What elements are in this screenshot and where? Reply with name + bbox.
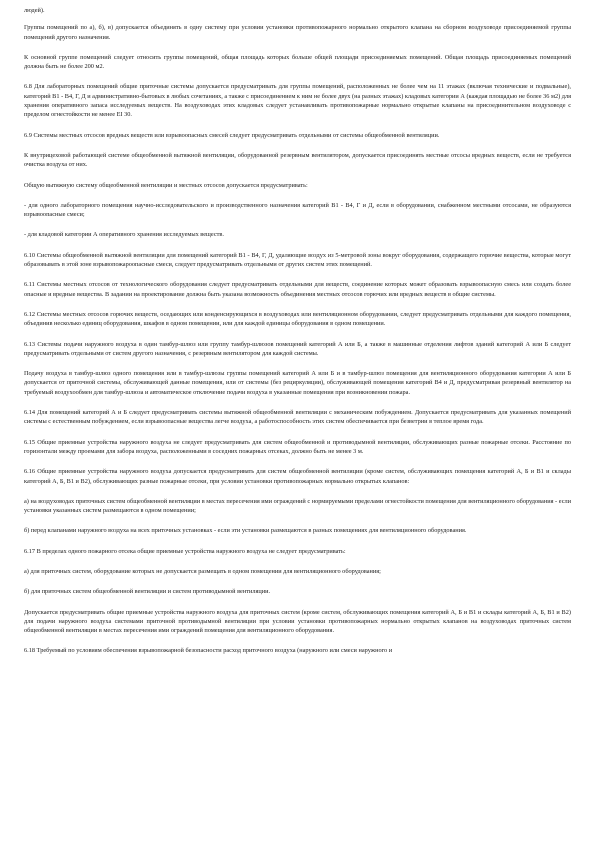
paragraph-6-9-common-exhaust: Общую вытяжную систему общеобменной вентиляции и местных отсосов допускается предусматривать: [24, 181, 308, 189]
paragraph-continuation: людей). [24, 7, 45, 14]
paragraph-main-group: К основной группе помещений следует относить группы помещений, общая площадь которых больше общей площади присоединяемых помещений. Общая площадь присоединяемых помещений должна быть не более 200 м2. [24, 53, 571, 71]
list-item-storeroom-a: - для кладовой категории А оперативного хранения исследуемых веществ. [24, 231, 224, 239]
paragraph-6-11: 6.11 Системы местных отсосов от технологического оборудования следует предусматривать отдельными для веществ, соединение которых может образовать взрывоопасную смесь или создать более опасные и вредные вещества. В задании на проектирование должна быть указана возможность объединения местных отсосов горючих или вредных веществ в общие системы. [24, 281, 571, 298]
paragraph-6-9-intrashop: К внутрицеховой работающей системе общеобменной вытяжной вентиляции, оборудованной резервным вентилятором, допускается присоединять местные отсосы вредных веществ, если не требуется очистка воздуха от них. [24, 151, 571, 169]
paragraph-6-13: 6.13 Системы подачи наружного воздуха в один тамбур-шлюз или группу тамбур-шлюзов помещений категорий А или Б, а также в машинные отделения лифтов зданий категорий А или Б следует предусматривать отдельными от систем другого назначения, с резервным вентилятором для каждой системы. [24, 340, 571, 357]
paragraph-6-13-airlock: Подачу воздуха в тамбур-шлюз одного помещения или в тамбур-шлюзы группы помещений категорий А или Б и в тамбур-шлюз помещения для вентиляционного оборудования категории А или Б допускается от приточной системы, обслуживающей данные помещения, или от системы (без рециркуляции), обслуживающей помещения категорий В4 и Д, предусматривая резервный вентилятор на требуемый воздухообмен для тамбур-шлюза и автоматическое отключение подачи воздуха в указанные помещения при возникновении пожара. [24, 370, 571, 396]
list-item-lab-room: - для одного лабораторного помещения научно-исследовательского и производственного назначения категорий В1 - В4, Г и Д, если в оборудовании, снабженном местными отсосами, не образуются взрывоопасные смеси; [24, 201, 571, 219]
paragraph-6-9: 6.9 Системы местных отсосов вредных веществ или взрывоопасных смесей следует предусматривать отдельными от системы общеобменной вентиляции. [24, 131, 440, 139]
list-item-6-17-b: б) для приточных систем общеобменной вентиляции и систем противодымной вентиляции. [24, 588, 271, 596]
list-item-6-16-a: а) на воздуховодах приточных систем общеобменной вентиляции в местах пересечения ими ограждений с нормируемыми пределами огнестойкости помещения для вентиляционного оборудования - если установки указанных систем размещаются в одном помещении; [24, 497, 571, 515]
paragraph-6-14: 6.14 Для помещений категорий А и Б следует предусматривать системы вытяжной общеобменной вентиляции с механическим побуждением. Допускается предусматривать для указанных помещений системы с естественным побуждением, если взрывоопасные вещества легче воздуха, а работоспособность этих систем обеспечивается при безветрии в теплое время года. [24, 409, 571, 426]
list-item-6-16-b: б) перед клапанами наружного воздуха на всех приточных установках - если эти установки размещаются в разных помещениях для вентиляционного оборудования. [24, 527, 467, 535]
list-item-6-17-a: а) для приточных систем, оборудование которых не допускается размещать в одном помещении для вентиляционного оборудования; [24, 567, 381, 575]
paragraph-6-15: 6.15 Общие приемные устройства наружного воздуха не следует предусматривать для систем общеобменной и противодымной вентиляции, обслуживающих разные пожарные отсеки. Расстояние по горизонтали между проемами для забора воздуха, расположенными в соседних пожарных отсеках, должно быть не менее 3 м. [24, 438, 571, 455]
paragraph-6-10: 6.10 Системы общеобменной вытяжной вентиляции для помещений категорий В1 - В4, Г, Д, удаляющие воздух из 5-метровой зоны вокруг оборудования, содержащего горючие вещества, которые могут образовывать в этой зоне взрывопожароопасные смеси, следует предусматривать отдельными от других систем этих помещений. [24, 251, 571, 269]
paragraph-6-12: 6.12 Системы местных отсосов горючих веществ, оседающих или конденсирующихся в воздуховодах или вентиляционном оборудовании, следует предусматривать отдельными для каждого помещения, объединив несколько единиц оборудования, шкафов в одном помещении, или для каждой единицы оборудования в одном помещении. [24, 310, 571, 328]
paragraph-6-8: 6.8 Для лабораторных помещений общие приточные системы допускается предусматривать для группы помещений, расположенных не более чем на 11 этажах (включая технические и подвальные), категорий В1 - В4, Г, Д и административно-бытовых в любых сочетаниях, а также с присоединением к ним не более двух (на разных этажах) кладовых категории А (каждая площадью не более 36 м2) для хранения оперативного запаса исследуемых веществ. На воздуховодах этих кладовых следует устанавливать противопожарные нормально открытые клапаны на присоединительном воздуховоде с пределом огнестойкости не менее EI 30. [24, 83, 572, 119]
paragraph-6-17: 6.17 В пределах одного пожарного отсека общие приемные устройства наружного воздуха не следует предусматривать: [24, 547, 346, 555]
paragraph-6-18: 6.18 Требуемый по условиям обеспечения взрывопожарной безопасности расход приточного воздуха (наружного или смеси наружного и [24, 647, 393, 655]
paragraph-group-merge: Группы помещений по а), б), в) допускается объединять в одну систему при условии установки противопожарного нормально открытого клапана на сборном воздуховоде присоединяемой группы помещений другого назначения. [24, 24, 571, 41]
paragraph-6-17-allowed: Допускается предусматривать общие приемные устройства наружного воздуха для приточных систем (кроме систем, обслуживающих помещения категорий А, Б и В1 и склады категорий А, Б, В1 и В2) для подачи наружного воздуха системами приточной противодымной вентиляции при условии установки противопожарных нормально открытых клапанов на воздуховодах приточных систем общеобменной вентиляции в местах пересечения ими ограждений помещения для вентиляционного оборудования. [24, 608, 571, 635]
paragraph-6-16: 6.16 Общие приемные устройства наружного воздуха допускается предусматривать для систем общеобменной вентиляции (кроме систем, обслуживающих помещения категорий А, Б и В1 и склады категорий А, Б, В1 и В2), обслуживающих разные пожарные отсеки, при условии установки противопожарных нормально открытых клапанов: [24, 468, 571, 485]
